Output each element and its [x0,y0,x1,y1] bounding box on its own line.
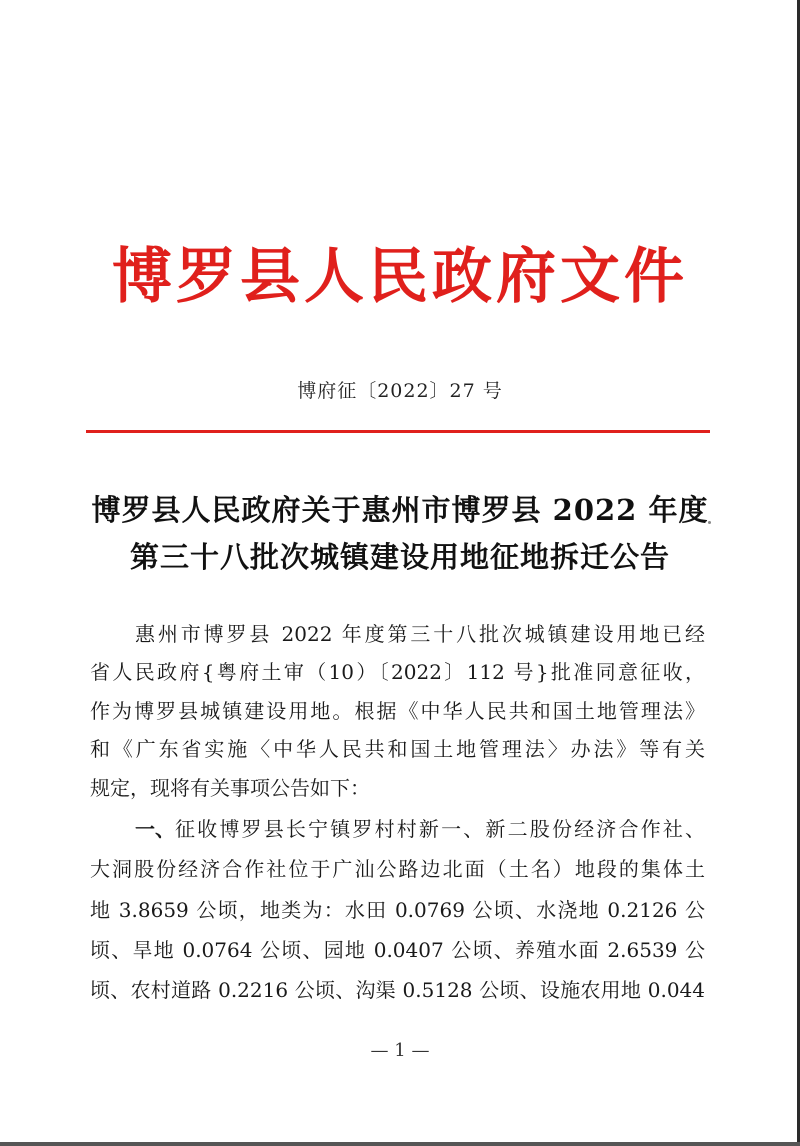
body-line: 征收博罗县长宁镇罗村村新一、新二股份经济合作社、 [175,817,705,841]
masthead-title: 博罗县人民政府文件 [112,242,688,312]
body-line: 惠州市博罗县 2022 年度第三十八批次城镇建设用地已经 [135,622,705,646]
list-item-1-first-line [135,813,705,842]
document-title-line-2: 第三十八批次城镇建设用地征地拆迁公告 [129,540,670,574]
body-line: 规定，现将有关事项公告如下： [90,776,370,800]
scan-speck [708,521,711,524]
body-line: 作为博罗县城镇建设用地。根据《中华人民共和国土地管理法》 [90,699,705,723]
red-divider-rule [86,430,710,433]
body-line: 顷、旱地 0.0764 公顷、园地 0.0407 公顷、养殖水面 2.6539 公 [90,938,705,962]
body-line: 和《广东省实施〈中华人民共和国土地管理法〉办法》等有关 [90,737,705,761]
body-line: 顷、农村道路 0.2216 公顷、沟渠 0.5128 公顷、设施农用地 0.044 [90,978,705,1002]
body-line: 地 3.8659 公顷，地类为：水田 0.0769 公顷、水浇地 0.2126 公 [90,898,705,922]
document-number: 博府征〔2022〕27 号 [297,380,503,402]
document-title-line-1: 博罗县人民政府关于惠州市博罗县 2022 年度 [91,493,709,527]
body-line: 省人民政府{粤府土审（10）〔2022〕112 号}批准同意征收， [90,660,705,684]
scan-edge-bottom [0,1142,800,1146]
page-number: — 1 — [370,1040,430,1061]
list-item-number: 一、 [135,817,175,841]
body-line: 大洞股份经济合作社位于广汕公路边北面（土名）地段的集体土 [90,857,705,881]
